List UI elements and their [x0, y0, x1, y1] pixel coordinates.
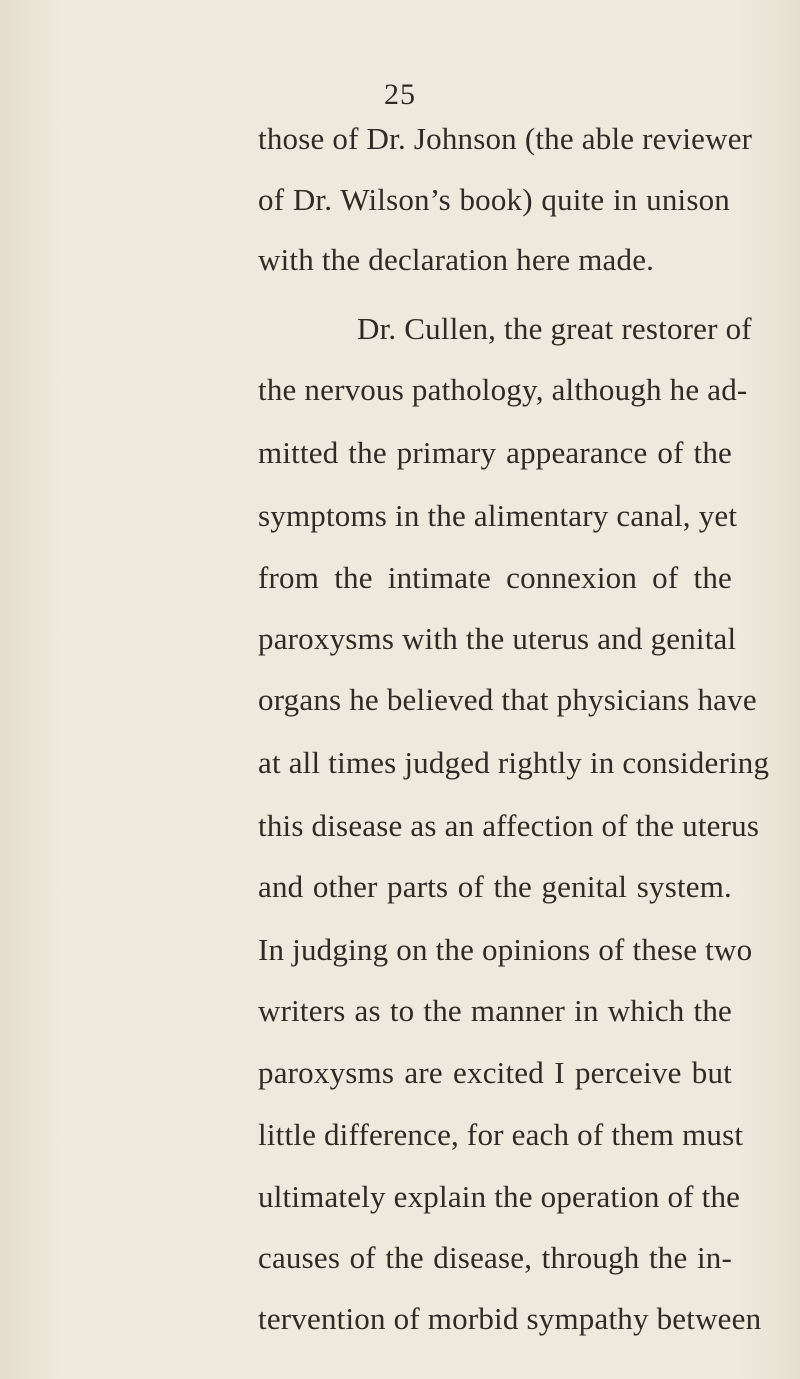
text-line: at all times judged rightly in considering: [258, 745, 770, 780]
text-line: of Dr. Wilson’s book) quite in unison: [258, 182, 730, 217]
text-line: ultimately explain the operation of the: [258, 1179, 741, 1214]
text-line: paroxysms with the uterus and genital: [258, 621, 737, 656]
text-line: In judging on the opinions of these two: [258, 932, 753, 967]
text-line: symptoms in the alimentary canal, yet: [258, 498, 738, 533]
text-line: this disease as an affection of the uterus: [258, 808, 760, 843]
text-line: paroxysms are excited I perceive but: [258, 1055, 732, 1090]
text-line: mitted the primary appearance of the: [258, 435, 732, 470]
text-line: the nervous pathology, although he ad-: [258, 372, 748, 407]
text-line: and other parts of the genital system.: [258, 869, 732, 904]
text-line: tervention of morbid sympathy between: [258, 1301, 762, 1336]
text-line: causes of the disease, through the in-: [258, 1240, 732, 1275]
text-line: organs he believed that physicians have: [258, 682, 757, 717]
page-number: 25: [384, 78, 416, 111]
text-line: little difference, for each of them must: [258, 1117, 744, 1152]
text-line: Dr. Cullen, the great restorer of: [357, 311, 752, 346]
text-line: from the intimate connexion of the: [258, 560, 732, 595]
text-line: with the declaration here made.: [258, 242, 655, 277]
text-line: those of Dr. Johnson (the able reviewer: [258, 121, 753, 156]
text-line: writers as to the manner in which the: [258, 993, 732, 1028]
